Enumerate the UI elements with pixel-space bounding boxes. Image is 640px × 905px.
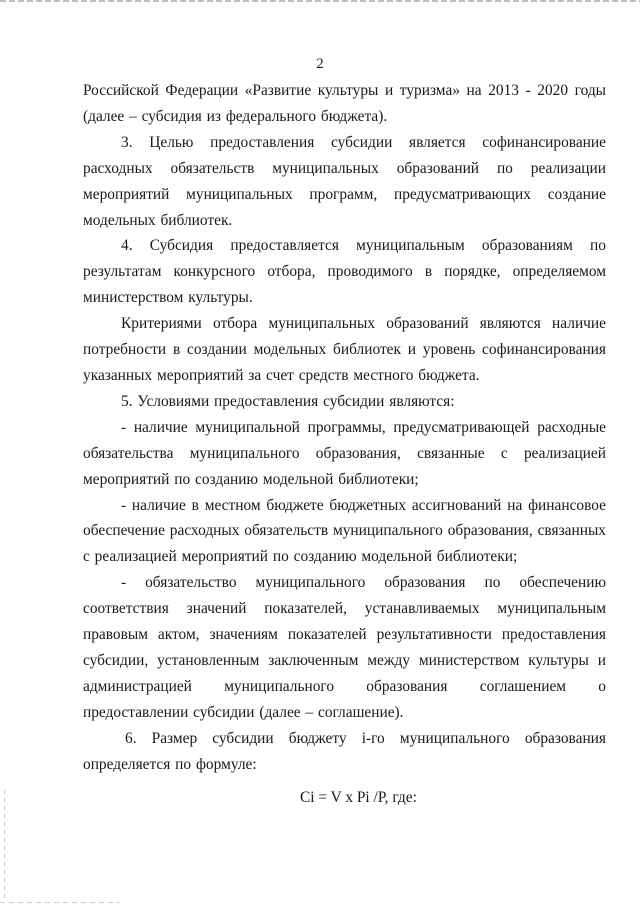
- paragraph-item-4: 4. Субсидия предоставляется муниципальным образованиям по результатам конкурсного отбора, проводимого в порядке, определяемом министерством культуры.: [83, 237, 606, 307]
- page-number: 2: [316, 56, 324, 72]
- scan-edge-top: [0, 0, 640, 2]
- condition-program: - наличие муниципальной программы, предусматривающей расходные обязательства муниципального образования, связанные с реализацией мероприятий по созданию модельной библиотеки;: [83, 418, 606, 488]
- scan-edge-left: [4, 790, 5, 900]
- condition-obligation: - обязательство муниципального образования по обеспечению соответствия значений показателей, устанавливаемых муниципальным правовым актом, значениям показателей результативности предоставления субсидии, установленным заключенным между министерством культуры и администрацией муниципального образования соглашением о предоставлении субсидии (далее – соглашение).: [83, 574, 606, 721]
- paragraph-item-3: 3. Целью предоставления субсидии является софинансирование расходных обязательств муниципальных образований по реализации мероприятий муниципальных программ, предусматривающих создание модельных библиотек.: [83, 133, 606, 229]
- paragraph-continuation: Российской Федерации «Развитие культуры и туризма» на 2013 - 2020 годы (далее – субсидия из федерального бюджета).: [83, 82, 606, 125]
- condition-budget: - наличие в местном бюджете бюджетных ассигнований на финансовое обеспечение расходных обязательств муниципального образования, связанных с реализацией мероприятий по созданию модельной библиотеки;: [83, 496, 606, 566]
- paragraph-criteria: Критериями отбора муниципальных образований являются наличие потребности в создании модельных библиотек и уровень софинансирования указанных мероприятий за счет средств местного бюджета.: [83, 315, 606, 384]
- subsidy-formula: Ci = V x Pi /P, где:: [300, 789, 417, 807]
- document-body: [83, 78, 606, 811]
- paragraph-item-6: 6. Размер субсидии бюджету i-го муниципального образования определяется по формуле:: [83, 729, 606, 773]
- scan-edge-bottom: [0, 902, 120, 903]
- paragraph-item-5: 5. Условиями предоставления субсидии являются:: [121, 392, 455, 410]
